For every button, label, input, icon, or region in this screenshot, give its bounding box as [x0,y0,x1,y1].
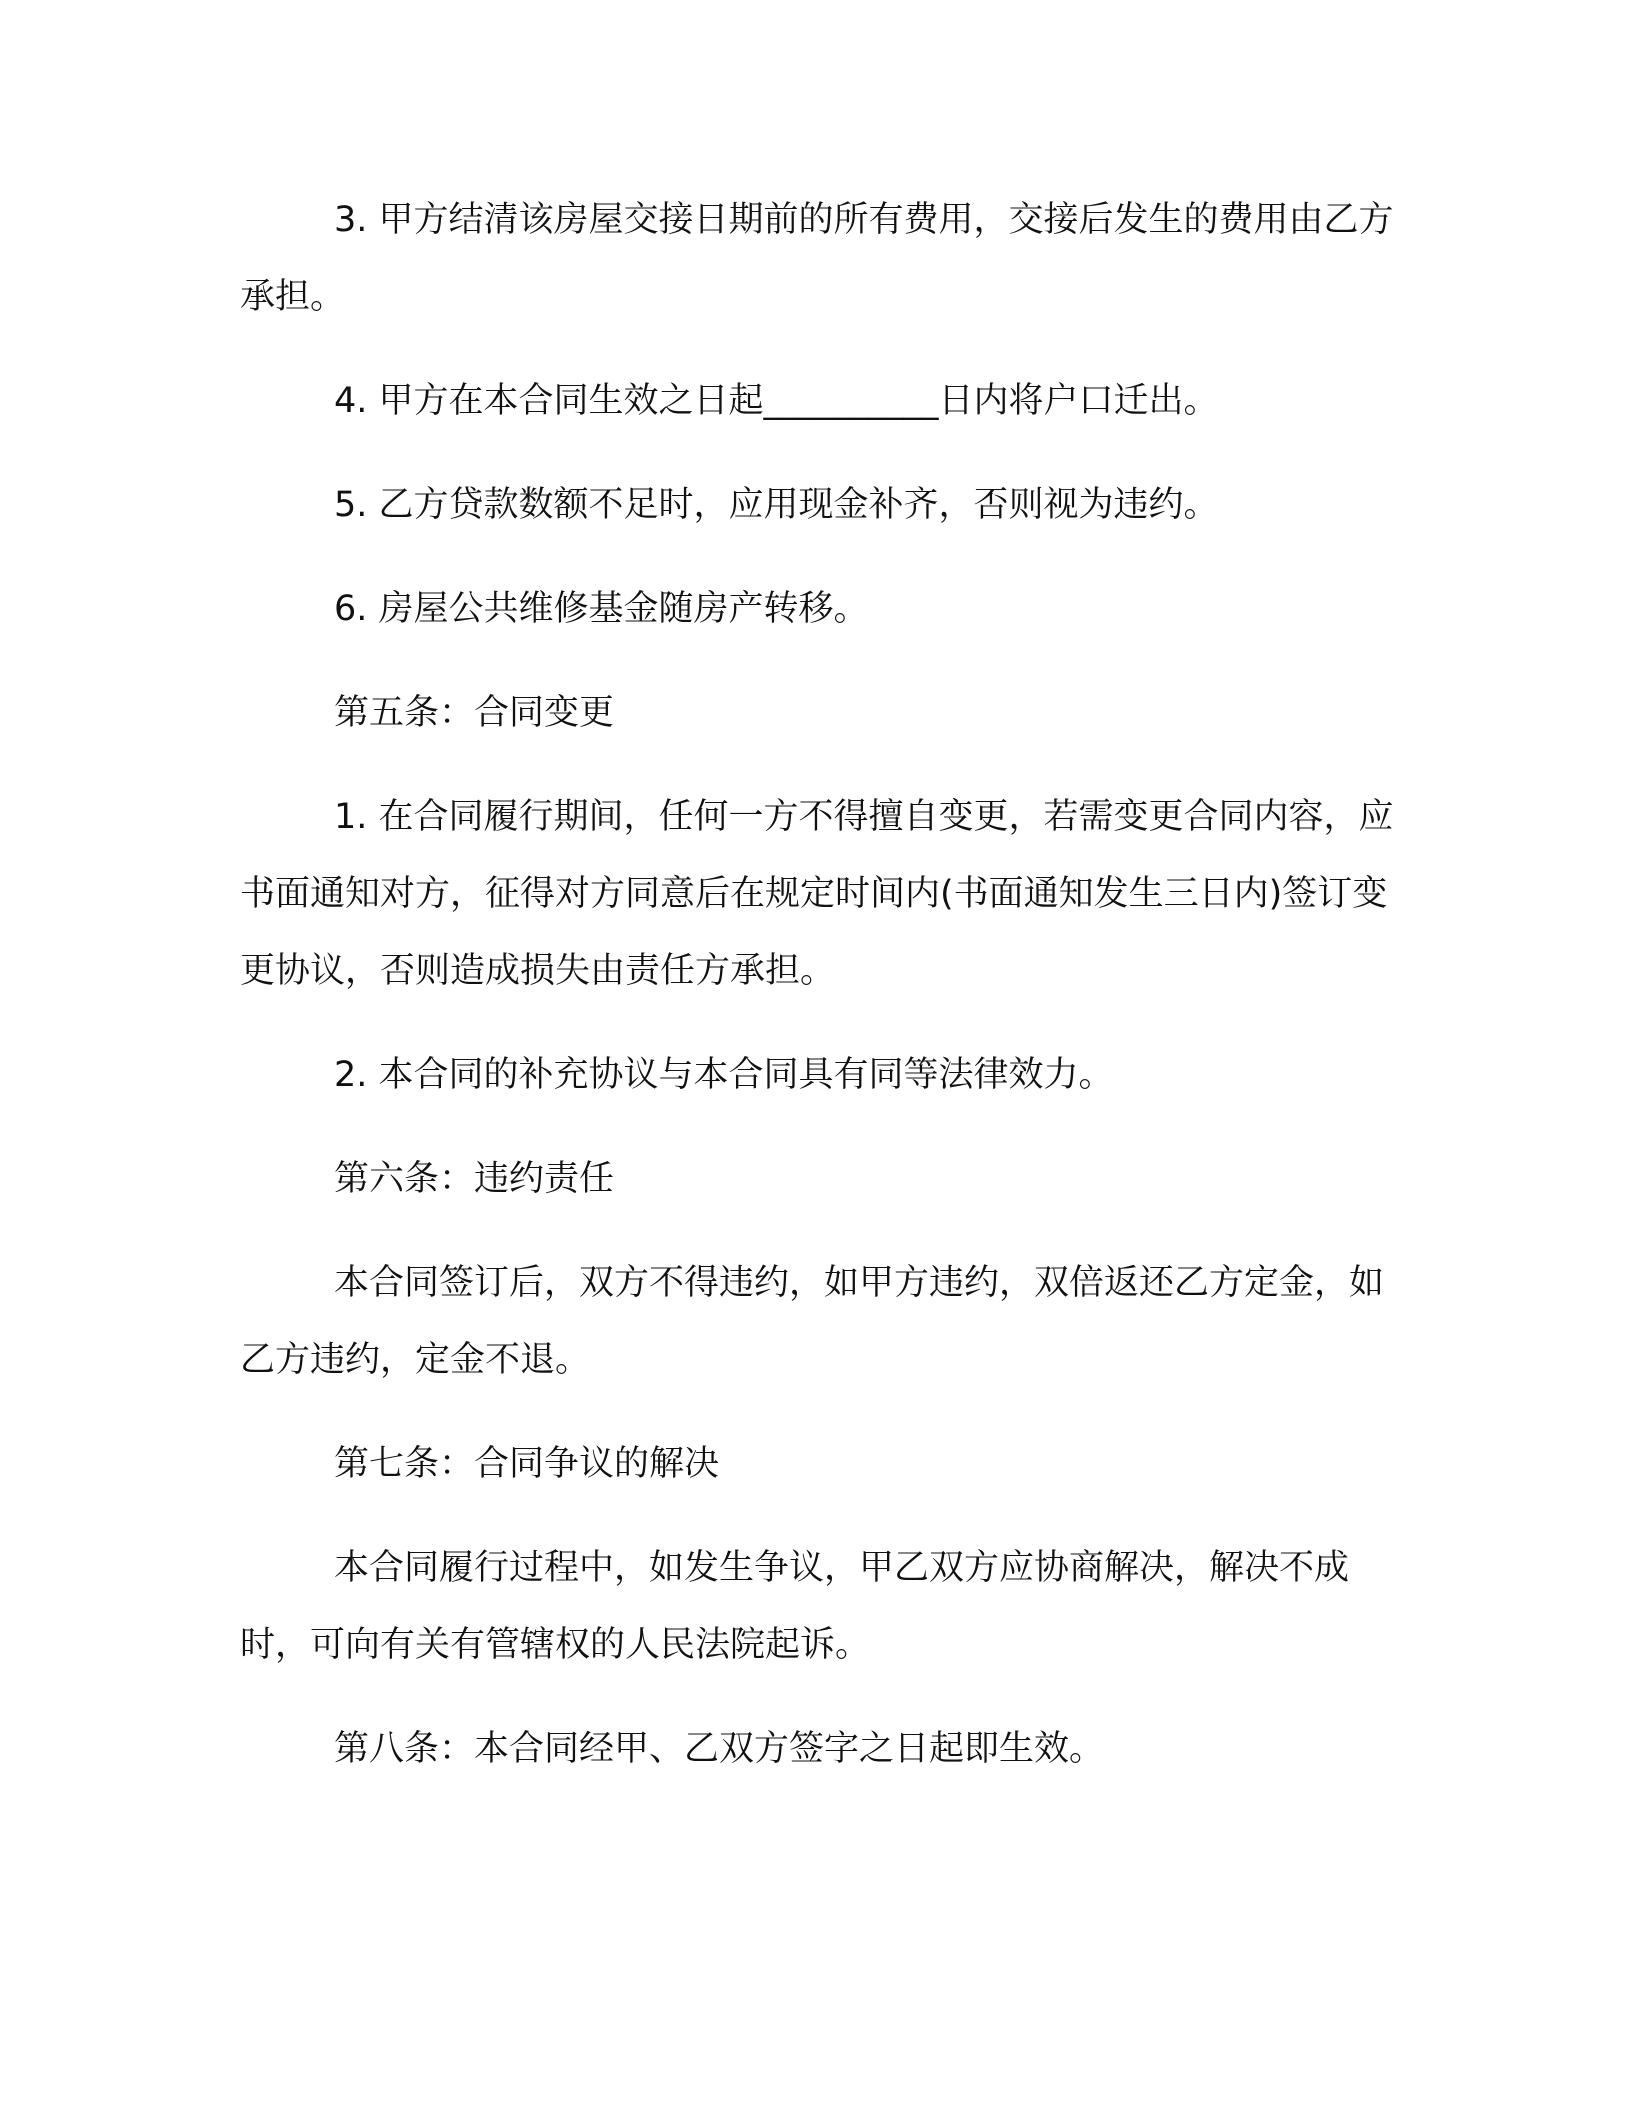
article-5-heading: 第五条：合同变更 [334,693,615,733]
article-7-heading: 第七条：合同争议的解决 [334,1444,720,1484]
clause-6-maintenance-fund: 6. 房屋公共维修基金随房产转移。 [334,589,869,629]
article-5-clause-2: 2. 本合同的补充协议与本合同具有同等法律效力。 [334,1055,1114,1095]
article-6-body: 本合同签订后，双方不得违约，如甲方违约，双倍返还乙方定金，如乙方违约，定金不退。 [240,1263,1385,1380]
article-8-effective: 第八条：本合同经甲、乙双方签字之日起即生效。 [334,1729,1105,1769]
clause-4-household-registration: 4. 甲方在本合同生效之日起__________日内将户口迁出。 [334,381,1219,421]
document-body [240,182,1394,1788]
article-7-body: 本合同履行过程中，如发生争议，甲乙双方应协商解决，解决不成时，可向有关有管辖权的人民法院起诉。 [240,1548,1350,1665]
article-6-heading: 第六条：违约责任 [334,1159,615,1199]
article-5-clause-1: 1. 在合同履行期间，任何一方不得擅自变更，若需变更合同内容，应书面通知对方，征得对方同意后在规定时间内(书面通知发生三日内)签订变更协议，否则造成损失由责任方承担。 [240,797,1394,991]
clause-5-loan-shortfall: 5. 乙方贷款数额不足时，应用现金补齐，否则视为违约。 [334,485,1219,525]
clause-3-fees: 3. 甲方结清该房屋交接日期前的所有费用，交接后发生的费用由乙方承担。 [240,200,1394,317]
